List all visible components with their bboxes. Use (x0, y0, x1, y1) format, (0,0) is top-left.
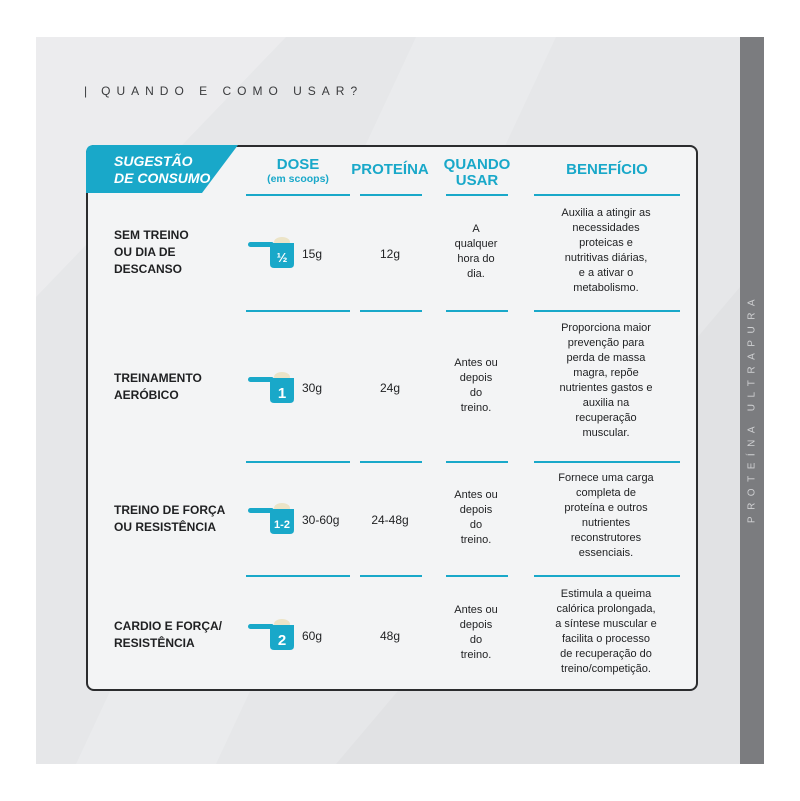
row-label-line: AERÓBICO (114, 388, 179, 402)
benefit-line: Estimula a queima (560, 588, 652, 600)
when-line: treino. (460, 534, 492, 546)
benefit-line: metabolismo. (573, 282, 639, 294)
row-label-line: CARDIO E FORÇA/ (114, 619, 222, 633)
dose-value: 30g (302, 381, 323, 395)
row-label-aerobic (114, 370, 202, 404)
benefit-line: facilita o processo (561, 633, 651, 645)
divider (534, 461, 680, 463)
heading-text: QUANDO E COMO USAR? (101, 84, 364, 98)
dose-value: 15g (302, 247, 323, 261)
when-line: do (469, 634, 483, 646)
benefit-text (542, 587, 670, 677)
row-label-rest-day (114, 227, 189, 278)
protein-value: 24-48g (371, 513, 409, 527)
dose-header-label: DOSE (276, 156, 320, 173)
when-line: do (469, 519, 483, 531)
corner-label-line2: DE CONSUMO (114, 170, 211, 186)
divider (360, 461, 422, 463)
benefit-line: de recuperação do (560, 648, 652, 660)
row-label-strength (114, 502, 225, 536)
column-header-protein: PROTEÍNA (351, 161, 429, 178)
heading-bar: | (84, 84, 88, 98)
divider (534, 575, 680, 577)
benefit-text (542, 471, 670, 561)
row-label-line: OU RESISTÊNCIA (114, 520, 217, 534)
when-line: treino. (460, 402, 492, 414)
dose-value: 30-60g (302, 513, 340, 527)
section-heading (84, 84, 363, 98)
when-text (440, 603, 512, 663)
benefit-line: recuperação (575, 412, 637, 424)
when-text (440, 356, 512, 416)
scoop-amount: ½ (276, 250, 288, 265)
scoop-icon (248, 502, 296, 536)
benefit-line: a síntese muscular e (555, 618, 657, 630)
row-label-line: RESISTÊNCIA (114, 636, 195, 650)
when-line: A (472, 223, 480, 235)
benefit-line: Proporciona maior (561, 322, 651, 334)
benefit-line: e a ativar o (578, 267, 634, 279)
column-header-when (444, 157, 511, 189)
when-line: hora do (457, 253, 495, 265)
row-label-line: TREINO DE FORÇA (114, 503, 226, 517)
scoop-icon (248, 618, 296, 652)
protein-value: 48g (379, 629, 401, 643)
divider (360, 575, 422, 577)
dose-value: 60g (302, 629, 323, 643)
scoop-icon (248, 371, 296, 405)
when-line: Antes ou (454, 357, 498, 369)
benefit-line: perda de massa (566, 352, 646, 364)
divider (360, 310, 422, 312)
scoop-amount: 1 (277, 385, 287, 402)
when-line: depois (459, 504, 493, 516)
benefit-line: nutritivas diárias, (564, 252, 648, 264)
row-label-line: DESCANSO (114, 262, 183, 276)
divider (446, 461, 508, 463)
benefit-line: nutrientes (581, 517, 631, 529)
benefit-line: Fornece uma carga (558, 472, 654, 484)
benefit-text (542, 206, 670, 296)
when-header-line1: QUANDO (443, 156, 511, 173)
when-line: dia. (467, 268, 485, 280)
when-text (440, 222, 512, 282)
when-line: depois (459, 372, 493, 384)
when-line: qualquer (454, 238, 498, 250)
divider (534, 310, 680, 312)
benefit-line: essenciais. (578, 547, 634, 559)
dose-header-sub: (em scoops) (267, 173, 329, 185)
benefit-line: magra, repõe (573, 367, 639, 379)
row-label-line: OU DIA DE (114, 245, 176, 259)
divider (446, 575, 508, 577)
benefit-line: completa de (576, 487, 636, 499)
side-label: PROTEÍNA ULTRAPURA (746, 292, 758, 524)
benefit-line: auxilia na (582, 397, 630, 409)
column-header-dose (267, 157, 329, 185)
divider (246, 575, 350, 577)
row-label-line: TREINAMENTO (114, 371, 202, 385)
when-header-line2: USAR (455, 172, 499, 189)
corner-label-line1: SUGESTÃO (114, 153, 193, 169)
when-line: depois (459, 619, 493, 631)
when-text (440, 488, 512, 548)
divider (360, 194, 422, 196)
divider (446, 310, 508, 312)
benefit-line: calórica prolongada, (556, 603, 656, 615)
benefit-line: proteína e outros (564, 502, 648, 514)
when-line: Antes ou (454, 604, 498, 616)
when-line: treino. (460, 649, 492, 661)
divider (534, 194, 680, 196)
protein-value: 24g (379, 381, 401, 395)
benefit-line: prevenção para (567, 337, 645, 349)
when-line: do (469, 387, 483, 399)
divider (446, 194, 508, 196)
scoop-icon (248, 236, 296, 270)
scoop-amount: 1-2 (274, 519, 290, 531)
benefit-line: reconstrutores (570, 532, 642, 544)
benefit-text (542, 321, 670, 441)
benefit-line: proteicas e (579, 237, 633, 249)
divider (246, 461, 350, 463)
benefit-line: treino/competição. (561, 663, 651, 675)
benefit-line: necessidades (572, 222, 640, 234)
benefit-line: muscular. (582, 427, 630, 439)
protein-value: 12g (379, 247, 401, 261)
row-label-line: SEM TREINO (114, 228, 189, 242)
divider (246, 194, 350, 196)
row-label-cardio-strength (114, 618, 222, 652)
corner-label (114, 153, 210, 187)
column-header-benefit: BENEFÍCIO (566, 161, 648, 178)
benefit-line: Auxilia a atingir as (561, 207, 651, 219)
divider (246, 310, 350, 312)
scoop-amount: 2 (277, 632, 287, 649)
when-line: Antes ou (454, 489, 498, 501)
benefit-line: nutrientes gastos e (559, 382, 653, 394)
